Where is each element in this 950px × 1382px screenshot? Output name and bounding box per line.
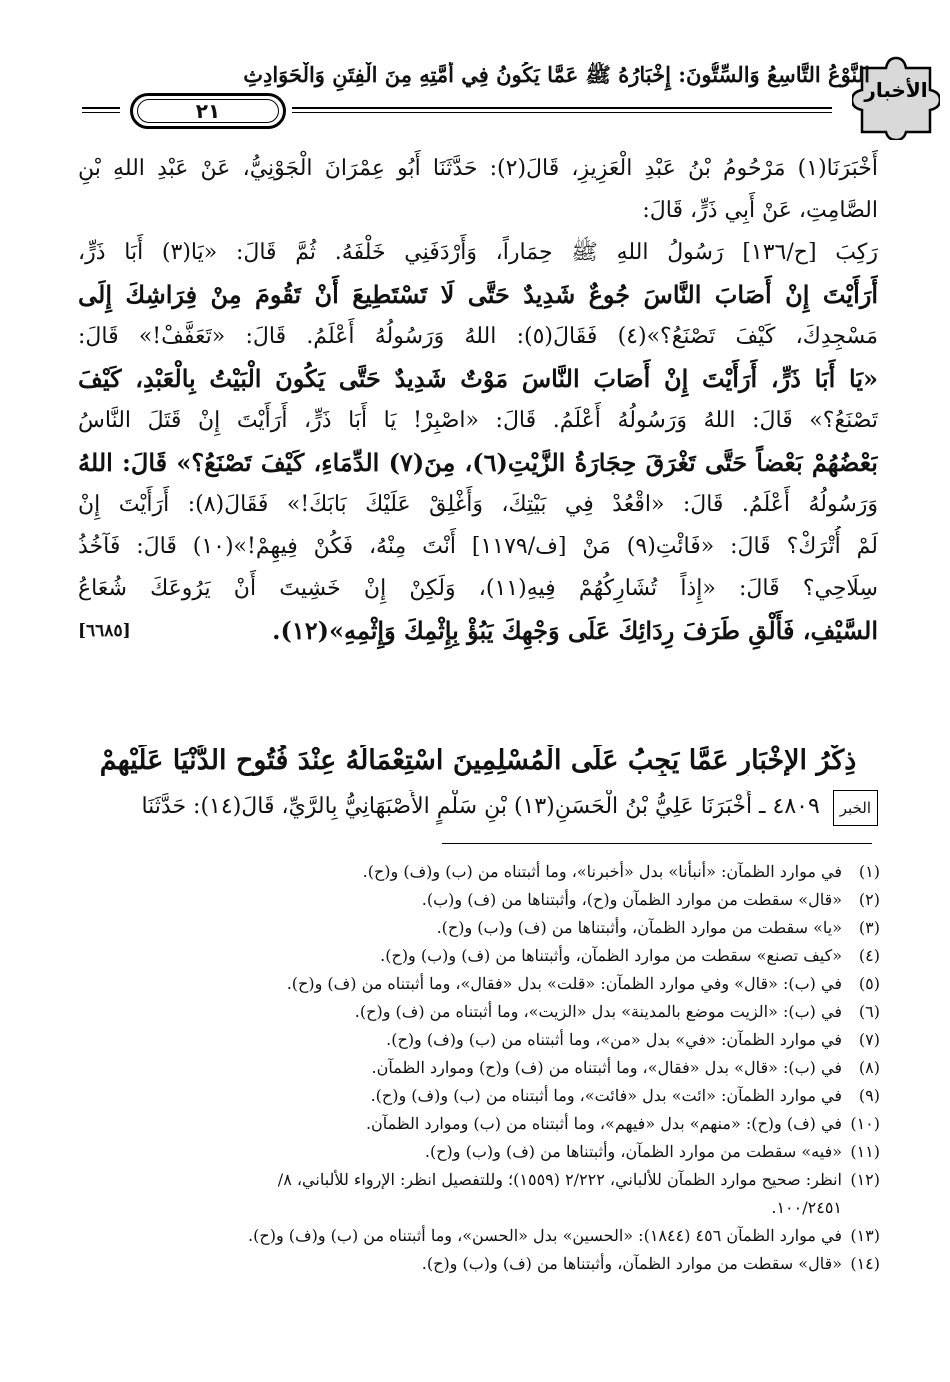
page-number: ٢١: [195, 99, 221, 123]
footnote: [80, 886, 880, 914]
footnote-number: (١): [858, 862, 880, 881]
body-line: رَكِبَ [ح/١٣٦] رَسُولُ اللهِ ﷺ حِمَاراً، وَأَرْدَفَنِي خَلْفَهُ. ثُمَّ قَالَ: «يَا(٣) أَبَا ذَرٍّ،: [78, 240, 878, 265]
footnote-text: في (ب): «قال» بدل «فقال»، وما أثبتناه من (ف) و(ح) وموارد الظمآن.: [371, 1058, 842, 1077]
footnote-number: (٣): [858, 918, 880, 937]
footnote-number: (٢): [858, 890, 880, 909]
header-title: النَّوْعُ التَّاسِعُ وَالسِّتُّونَ: إِخْبَارُهُ ﷺ عَمَّا يَكُونُ فِي أُمَّتِهِ مِنَ الْفِتَنِ وَالْحَوَادِثِ: [243, 62, 870, 87]
footnote-text: انظر: صحيح موارد الظمآن للألباني، ٢/٢٢٢ (١٥٥٩)؛ وللتفصيل انظر: الإرواء للألباني، ٨/: [277, 1170, 842, 1189]
footnote-text: «قال» سقطت من موارد الظمآن و(ح)، وأثبتناها من (ف) و(ب).: [421, 890, 842, 909]
footnote: [80, 1026, 880, 1054]
footnote: [80, 1082, 880, 1110]
body-line: بَعْضُهُمْ بَعْضاً حَتَّى تَغْرَقَ حِجَارَةُ الزَّيْتِ(٦)، مِنَ(٧) الدِّمَاءِ، كَيْفَ تَصْنَعُ؟» قَالَ: اللهُ: [78, 448, 878, 477]
footnote-text: في موارد الظمآن: «ائت» بدل «فائت»، وما أثبتناه من (ب) و(ف) و(ح).: [370, 1086, 842, 1105]
next-hadith-text: ٤٨٠٩ ـ أَخْبَرَنَا عَلِيُّ بْنُ الْحَسَنِ(١٣) بْنِ سَلْمٍ الأَصْبَهَانِيُّ بِالرَّيِّ، قَالَ(١٤): حَدَّثَنَا: [141, 794, 820, 819]
footnote-number: (٤): [858, 946, 880, 965]
rule-left: [82, 107, 120, 113]
body-line: «يَا أَبَا ذَرٍّ، أَرَأَيْتَ إِنْ أَصَابَ النَّاسَ مَوْتٌ شَدِيدٌ حَتَّى يَكُونَ الْبَيْتُ بِالْعَبْدِ، كَيْفَ: [78, 364, 878, 393]
hadith-body: [78, 148, 878, 652]
footnote-text: «كيف تصنع» سقطت من موارد الظمآن، وأثبتناها من (ف) و(ب) و(ح).: [380, 946, 842, 965]
footnote: [80, 970, 880, 998]
footnote-divider: [442, 843, 872, 844]
header-rule-row: [82, 99, 832, 129]
footnote-text: ١٠٠/٢٤٥١.: [771, 1198, 842, 1217]
footnote-text: «فيه» سقطت من موارد الظمآن، وأثبتناها من (ف) و(ب) و(ح).: [424, 1142, 842, 1161]
body-line-text: السَّيْفِ، فَأَلْقِ طَرَفَ رِدَائِكَ عَلَى وَجْهِكَ يَبُؤْ بِإِثْمِكَ وَإِثْمِهِ»(١٢).: [272, 616, 878, 645]
footnote-text: في (ب): «قال» وفي موارد الظمآن: «قلت» بدل «فقال»، وما أثبتناه من (ف) و(ح).: [286, 974, 842, 993]
footnote: [80, 914, 880, 942]
body-line: مَسْجِدِكَ، كَيْفَ تَصْنَعُ؟»(٤) فَقَالَ(٥): اللهُ وَرَسُولُهُ أَعْلَمُ. قَالَ: «تَعَفَّفْ!» قَالَ:: [78, 324, 878, 349]
footnote-number: (٩): [858, 1086, 880, 1105]
footnote: [80, 1166, 880, 1194]
footnote-number: (٥): [858, 974, 880, 993]
body-line: وَرَسُولُهُ أَعْلَمُ. قَالَ: «اقْعُدْ فِي بَيْتِكَ، وَأَغْلِقْ عَلَيْكَ بَابَكَ!» فَقَالَ(٨): أَرَأَيْتَ إِنْ: [78, 492, 878, 517]
khabar-tag: الخبر: [833, 790, 878, 826]
footnote-text: في (ف) و(ح): «منهم» بدل «فيهم»، وما أثبتناه من (ب) وموارد الظمآن.: [365, 1114, 842, 1133]
badge-label: الأخبار: [864, 78, 928, 102]
footnote: [80, 1222, 880, 1250]
footnote-number: (٦): [858, 1002, 880, 1021]
body-line: لَمْ أُتْرَكْ؟ قَالَ: «فَائْتِ(٩) مَنْ [ف/١١٧٩] أَنْتَ مِنْهُ، فَكُنْ فِيهِمْ!»(١٠) قَالَ: فَآخُذُ: [78, 534, 878, 559]
footnote-continuation: [80, 1194, 880, 1222]
footnote-number: (١٤): [850, 1254, 880, 1273]
body-line: سِلَاحِي؟ قَالَ: «إِذاً تُشَارِكُهُمْ فِيهِ(١١)، وَلَكِنْ إِنْ خَشِيتَ أَنْ يَرُوعَكَ شُعَاعُ: [78, 576, 878, 601]
footnote-number: (١١): [850, 1142, 880, 1161]
footnote: [80, 1138, 880, 1166]
footnote-text: في موارد الظمآن: «أنبأنا» بدل «أخبرنا»، وما أثبتناه من (ب) و(ف) و(ح).: [362, 862, 842, 881]
body-line: تَصْنَعُ؟» قَالَ: اللهُ وَرَسُولُهُ أَعْلَمُ. قَالَ: «اصْبِرْ! يَا أَبَا ذَرٍّ، أَرَأَيْتَ إِنْ قَتَلَ النَّاسُ: [78, 408, 878, 433]
footnote: [80, 1054, 880, 1082]
footnote-number: (٨): [858, 1058, 880, 1077]
running-header: [82, 62, 882, 96]
footnote-number: (١٢): [850, 1170, 880, 1189]
footnote: [80, 1250, 880, 1278]
footnote: [80, 1110, 880, 1138]
body-line: أَخْبَرَنَا(١) مَرْحُومُ بْنُ عَبْدِ الْعَزِيزِ، قَالَ(٢): حَدَّثَنَا أَبُو عِمْرَانَ الْجَوْنِيُّ، عَنْ عَبْدِ اللهِ بْنِ: [78, 156, 878, 181]
rule-right: [292, 107, 832, 113]
footnote-number: (١٣): [850, 1226, 880, 1245]
section-heading: ذِكْرُ الإِخْبَارِ عَمَّا يَجِبُ عَلَى الْمُسْلِمِينَ اسْتِعْمَالُهُ عِنْدَ فُتُوحِ الدُّنْيَا عَلَيْهِمْ: [99, 745, 857, 776]
page-number-box: [130, 93, 286, 129]
footnote-text: «قال» سقطت من موارد الظمآن، وأثبتناها من (ف) و(ب) و(ح).: [421, 1254, 842, 1273]
hadith-number: [٦٦٨٥]: [78, 621, 131, 641]
footnote-text: في موارد الظمآن: «في» بدل «من»، وما أثبتناه من (ب) و(ف) و(ح).: [386, 1030, 842, 1049]
footnote: [80, 998, 880, 1026]
footnotes: [80, 858, 880, 1278]
body-line-final: [78, 610, 878, 652]
footnote-number: (٧): [858, 1030, 880, 1049]
footnote-text: «يا» سقطت من موارد الظمآن، وأثبتناها من (ف) و(ب) و(ح).: [436, 918, 842, 937]
body-line: الصَّامِتِ، عَنْ أَبِي ذَرٍّ، قَالَ:: [642, 198, 878, 223]
footnote: [80, 858, 880, 886]
footnote-text: في موارد الظمآن ٤٥٦ (١٨٤٤): «الحسين» بدل «الحسن»، وما أثبتناه من (ب) و(ف) و(ح).: [248, 1226, 842, 1245]
next-hadith-line: [78, 790, 878, 826]
body-line: أَرَأَيْتَ إِنْ أَصَابَ النَّاسَ جُوعٌ شَدِيدٌ حَتَّى لَا تَسْتَطِيعَ أَنْ تَقُومَ مِنْ فِرَاشِكَ إِلَى: [78, 280, 878, 309]
footnote: [80, 942, 880, 970]
footnote-number: (١٠): [850, 1114, 880, 1133]
footnote-text: في (ب): «الزيت موضع بالمدينة» بدل «الزيت»، وما أثبتناه من (ف) و(ح).: [354, 1002, 842, 1021]
